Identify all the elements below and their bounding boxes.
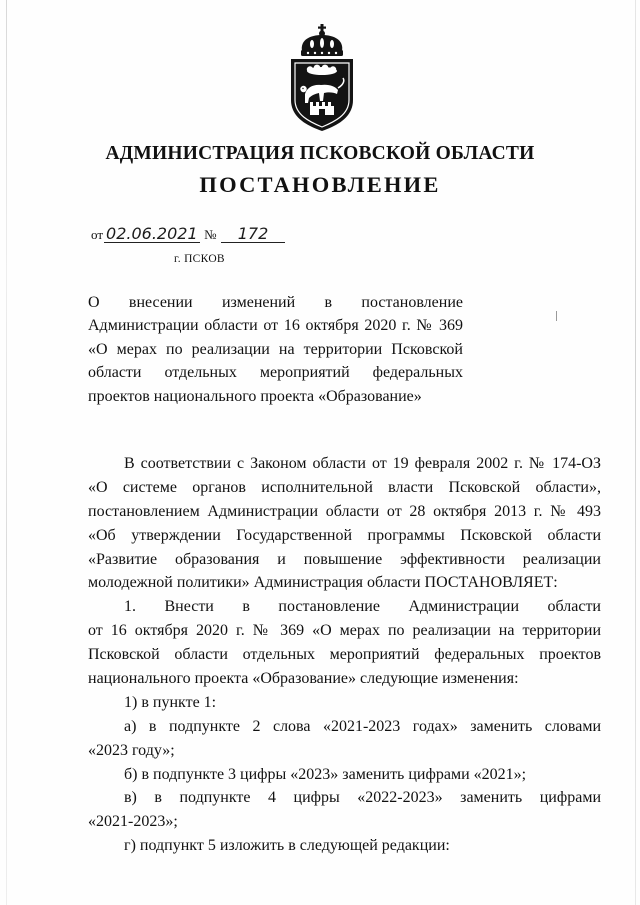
- number-prefix: №: [204, 227, 217, 242]
- city-label: г. ПСКОВ: [174, 253, 225, 265]
- date-number-line: [90, 226, 285, 244]
- scan-edge-right: [635, 0, 636, 905]
- scan-edge-left: [6, 0, 7, 905]
- body-line: 1) в пункте 1:: [124, 693, 217, 711]
- body-line: «О системе органов исполнительной власти Псковской области»,: [88, 478, 601, 496]
- body-line: молодежной политики» Администрация области ПОСТАНОВЛЯЕТ:: [88, 574, 558, 592]
- body-line: национального проекта «Образование» следующие изменения:: [88, 670, 519, 688]
- subject-line: Администрации области от 16 октября 2020 г. № 369: [88, 317, 463, 335]
- body-line: постановлением Администрации области от 28 октября 2013 г. № 493: [88, 502, 601, 520]
- body-text: [88, 452, 601, 858]
- body-line: 1. Внести в постановление Администрации области: [124, 598, 601, 616]
- date-prefix: от: [91, 227, 104, 242]
- subject-line: области отдельных мероприятий федеральных: [88, 364, 463, 382]
- body-line: «2023 году»;: [88, 741, 175, 759]
- body-line: г) подпункт 5 изложить в следующей редакции:: [124, 837, 450, 855]
- body-line: «2021-2023»;: [88, 813, 178, 831]
- subject-line: проектов национального проекта «Образование»: [88, 387, 422, 405]
- body-line: от 16 октября 2020 г. № 369 «О мерах по реализации на территории: [88, 622, 601, 640]
- body-line: Псковской области отдельных мероприятий федеральных проектов: [88, 646, 601, 664]
- subject-block: [88, 291, 463, 408]
- subject-line: «О мерах по реализации на территории Псковской: [88, 340, 463, 358]
- scan-mark: [556, 311, 557, 321]
- date-value: 02.06.2021: [106, 224, 198, 243]
- body-line: а) в подпункте 2 слова «2021-2023 годах» заменить словами: [124, 717, 601, 735]
- subject-line: О внесении изменений в постановление: [88, 294, 463, 311]
- body-line: «Об утверждении Государственной программы Псковской области: [88, 526, 601, 544]
- document-type-title: ПОСТАНОВЛЕНИЕ: [199, 172, 441, 197]
- body-line: В соответствии с Законом области от 19 февраля 2002 г. № 174-ОЗ: [124, 455, 601, 472]
- pskov-coat-of-arms-icon: [288, 24, 356, 132]
- organization-title: АДМИНИСТРАЦИЯ ПСКОВСКОЙ ОБЛАСТИ: [105, 143, 535, 164]
- body-line: б) в подпункте 3 цифры «2023» заменить цифрами «2021»;: [124, 765, 527, 783]
- body-line: «Развитие образования и повышение эффективности реализации: [88, 550, 601, 568]
- body-line: в) в подпункте 4 цифры «2022-2023» заменить цифрами: [124, 789, 601, 807]
- number-value: 172: [221, 226, 285, 243]
